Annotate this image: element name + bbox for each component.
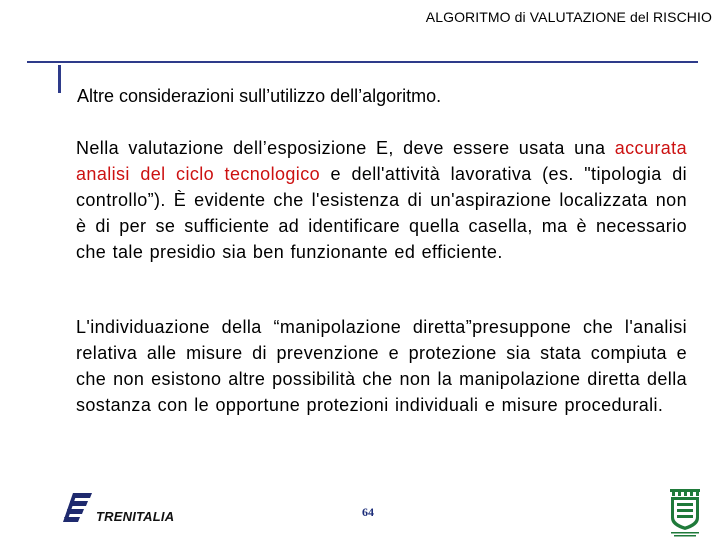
- paragraph-exposure: [76, 135, 687, 265]
- header-divider: [27, 61, 698, 63]
- trenitalia-mark-icon: [61, 490, 95, 526]
- trenitalia-wordmark: TRENITALIA: [96, 509, 175, 524]
- paragraph-manipulation: L'individuazione della “manipolazione diretta”presuppone che l'analisi relativa alle misure di prevenzione e protezione sia stata compiuta e che non esistono altre possibilità che non la manipolazione diretta della sostanza con le opportune protezioni individuali e misure procedurali.: [76, 317, 687, 415]
- slide-subtitle: Altre considerazioni sull’utilizzo dell’algoritmo.: [77, 86, 442, 106]
- paragraph-exposure-highlight: accurata analisi del ciclo tecnologico: [76, 138, 687, 184]
- trenitalia-logo: [61, 490, 191, 526]
- header-title: ALGORITMO di VALUTAZIONE del RISCHIO: [425, 9, 712, 25]
- title-accent-bar: [58, 65, 61, 93]
- paragraph-exposure-after: e dell'attività lavorativa (es. "tipologia di controllo”). È evidente che l'esistenza di un'aspirazione localizzata non è di per se sufficiente ad identificare quella casella, ma è necessario che tale presidio sia ben funzionante ed efficiente.: [76, 164, 688, 262]
- university-crest-icon: [666, 488, 704, 538]
- paragraph-exposure-before: Nella valutazione dell’esposizione E, deve essere usata una: [76, 138, 615, 158]
- page-number: 64: [362, 505, 374, 519]
